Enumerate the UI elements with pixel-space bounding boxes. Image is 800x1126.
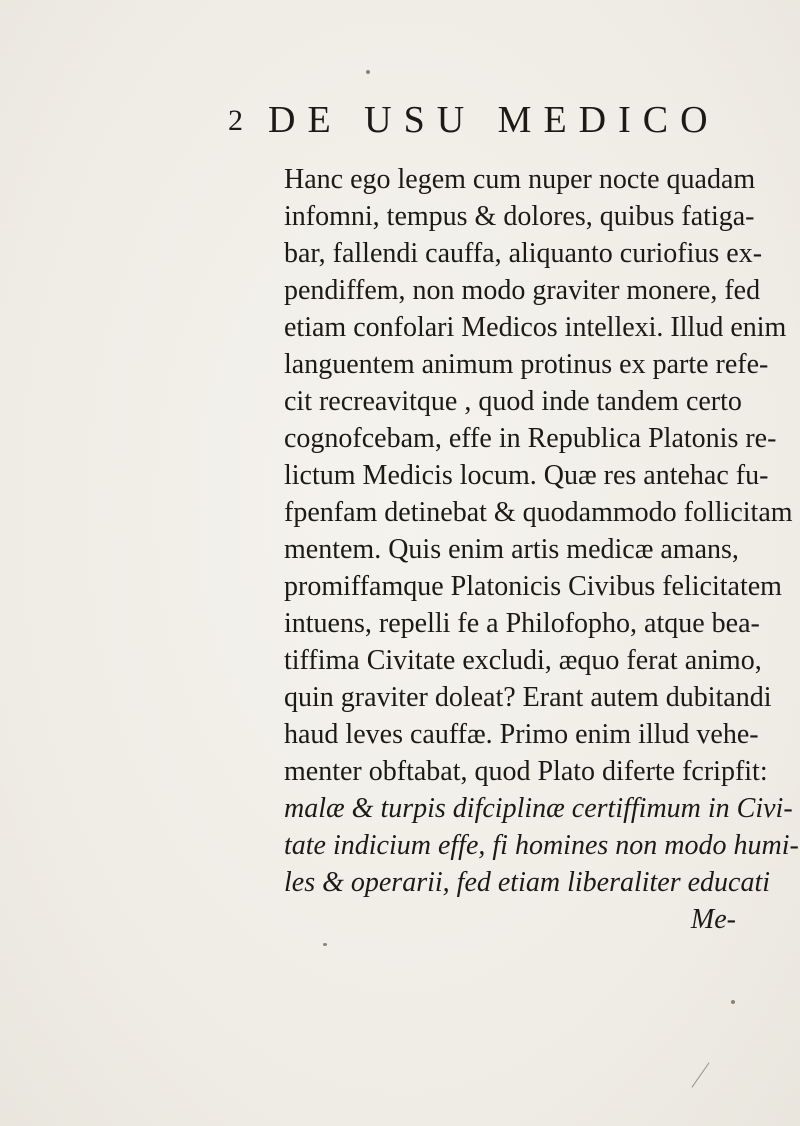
text-line: etiam confolari Medicos intellexi. Illud enim bbox=[284, 312, 787, 343]
paper-speck bbox=[366, 70, 370, 74]
text-line: cit recreavitque , quod inde tandem certo bbox=[284, 386, 742, 417]
paper-mark bbox=[691, 1062, 709, 1087]
text-line: menter obftabat, quod Plato diferte fcripfit: bbox=[284, 756, 768, 787]
text-line: quin graviter doleat? Erant autem dubitandi bbox=[284, 682, 772, 713]
paper-speck bbox=[731, 1000, 735, 1004]
text-line: lictum Medicis locum. Quæ res antehac fu- bbox=[284, 460, 769, 491]
text-line-italic: les & operarii, fed etiam liberaliter educati bbox=[284, 867, 771, 898]
text-line: fpenfam detinebat & quodammodo follicitam bbox=[284, 497, 793, 528]
page-number: 2 bbox=[228, 104, 243, 137]
text-line: haud leves cauffæ. Primo enim illud vehe- bbox=[284, 719, 759, 750]
body-text bbox=[284, 161, 799, 938]
text-line: languentem animum protinus ex parte refe- bbox=[284, 349, 769, 380]
text-line-italic: tate indicium effe, fi homines non modo humi- bbox=[284, 830, 799, 861]
paper-speck bbox=[323, 943, 327, 946]
text-line: Hanc ego legem cum nuper nocte quadam bbox=[284, 164, 756, 195]
text-line: intuens, repelli fe a Philofopho, atque bea- bbox=[284, 608, 760, 639]
running-head: DE USU MEDICO bbox=[268, 99, 720, 141]
text-line: promiffamque Platonicis Civibus felicitatem bbox=[284, 571, 782, 602]
page-header bbox=[228, 98, 768, 148]
catchword: Me- bbox=[690, 904, 736, 935]
text-line: pendiffem, non modo graviter monere, fed bbox=[284, 275, 761, 306]
text-line: bar, fallendi cauffa, aliquanto curiofius ex- bbox=[284, 238, 763, 269]
text-line: mentem. Quis enim artis medicæ amans, bbox=[284, 534, 739, 565]
text-line: infomni, tempus & dolores, quibus fatiga- bbox=[284, 201, 755, 232]
text-line: cognofcebam, effe in Republica Platonis re- bbox=[284, 423, 777, 454]
text-line-italic: malæ & turpis difciplinæ certiffimum in Civi- bbox=[284, 793, 793, 824]
text-line: tiffima Civitate excludi, æquo ferat animo, bbox=[284, 645, 762, 676]
